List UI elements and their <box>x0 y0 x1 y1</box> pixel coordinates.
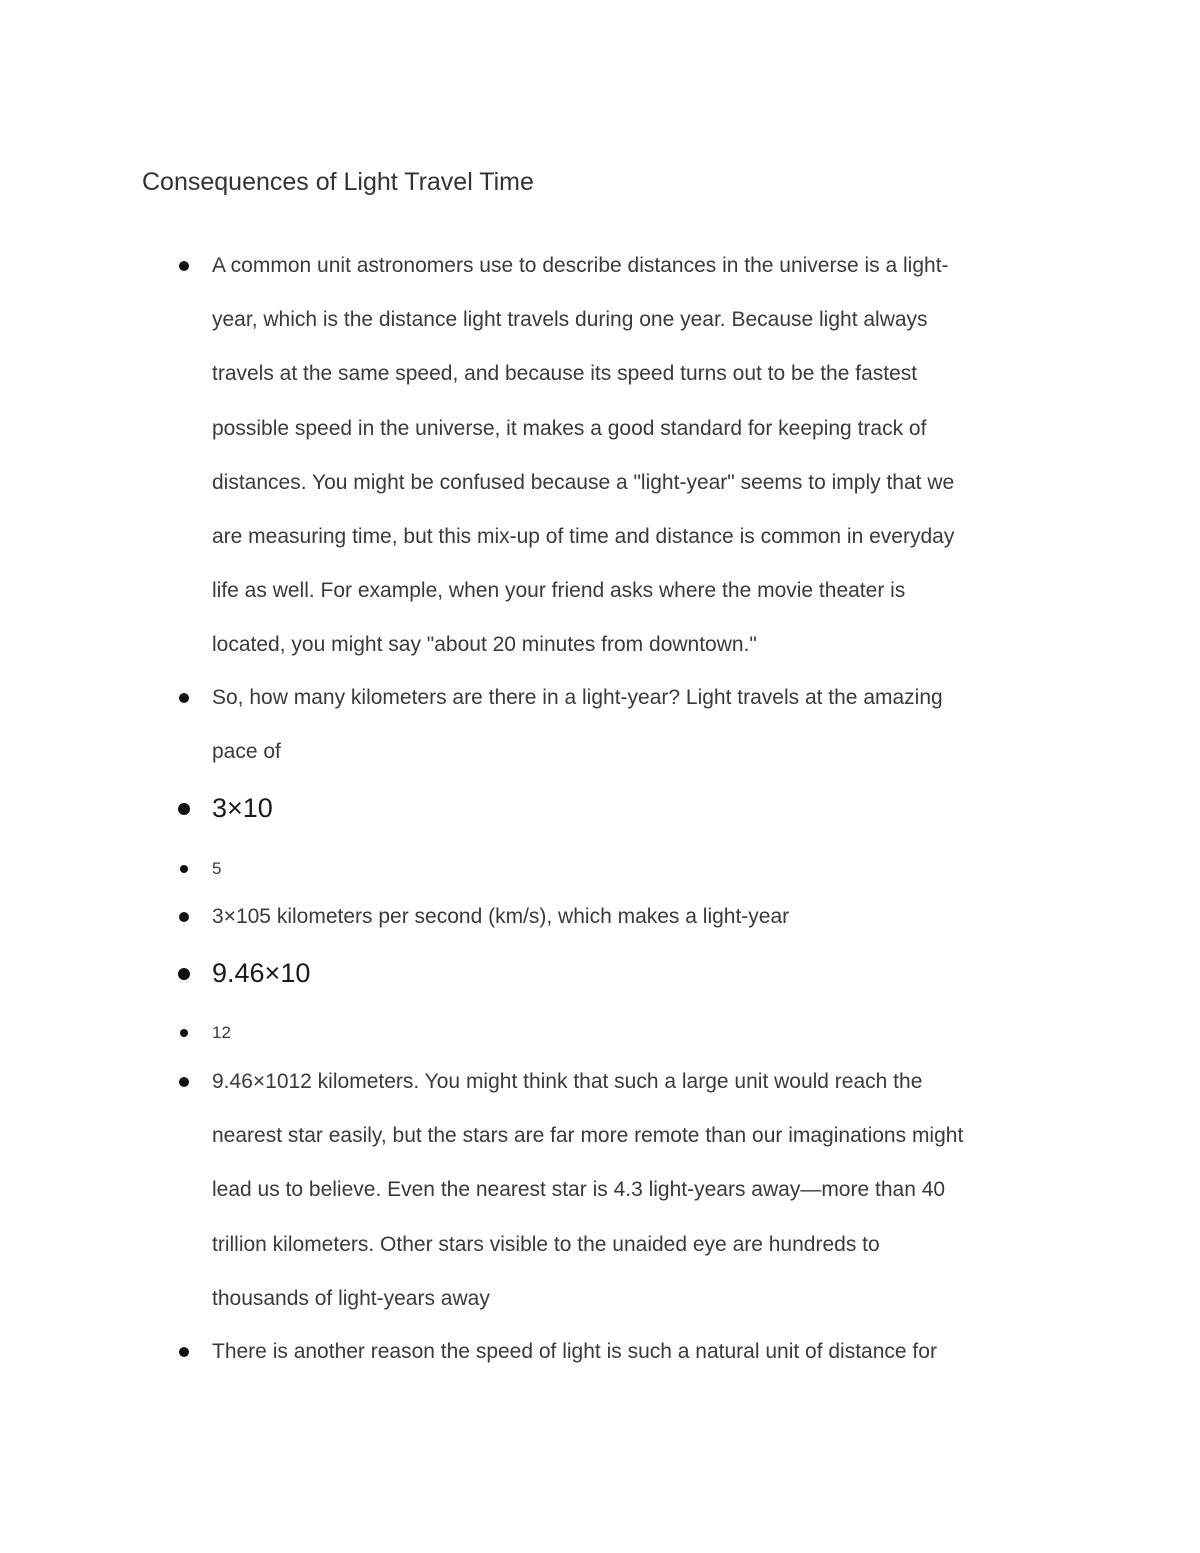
bullet-icon <box>178 968 190 980</box>
list-item <box>212 671 1062 779</box>
text-line: There is another reason the speed of light is such a natural unit of distance for <box>212 1340 937 1363</box>
bullet-icon <box>179 261 189 271</box>
text-line: So, how many kilometers are there in a light-year? Light travels at the amazing <box>212 686 943 709</box>
text-line: possible speed in the universe, it makes a good standard for keeping track of <box>212 416 927 440</box>
text-line: 3×105 kilometers per second (km/s), which makes a light-year <box>212 905 790 928</box>
bullet-icon <box>179 1347 189 1357</box>
list-item <box>212 946 1062 1000</box>
bullet-icon <box>179 693 189 703</box>
text-line: are measuring time, but this mix-up of time and distance is common in everyday <box>212 525 955 549</box>
text-line: year, which is the distance light travels during one year. Because light always <box>212 308 928 332</box>
text-line: nearest star easily, but the stars are far more remote than our imaginations might <box>212 1124 964 1148</box>
text-line: 9.46×10 <box>212 958 311 988</box>
bullet-icon <box>180 1029 188 1037</box>
list-item <box>212 1055 1062 1326</box>
list-item <box>212 842 1062 896</box>
text-line: located, you might say "about 20 minutes from downtown." <box>212 633 757 657</box>
list-item <box>212 239 1062 673</box>
text-line: lead us to believe. Even the nearest star is 4.3 light-years away—more than 40 <box>212 1178 946 1202</box>
text-line: pace of <box>212 740 281 764</box>
text-line: travels at the same speed, and because its speed turns out to be the fastest <box>212 362 918 386</box>
text-line: 3×10 <box>212 793 273 823</box>
text-line: trillion kilometers. Other stars visible to the unaided eye are hundreds to <box>212 1232 880 1256</box>
page-title: Consequences of Light Travel Time <box>142 168 534 196</box>
text-line: life as well. For example, when your friend asks where the movie theater is <box>212 579 906 603</box>
list-item <box>212 781 1062 835</box>
text-line: 5 <box>212 859 222 878</box>
list-item <box>212 890 1062 944</box>
text-line: thousands of light-years away <box>212 1286 490 1310</box>
text-line: 9.46×1012 kilometers. You might think that such a large unit would reach the <box>212 1070 923 1093</box>
list-item <box>212 1325 1062 1379</box>
list-item <box>212 1006 1062 1060</box>
bullet-icon <box>180 865 188 873</box>
bullet-icon <box>179 1077 189 1087</box>
text-line: distances. You might be confused because a "light-year" seems to imply that we <box>212 470 955 494</box>
text-line: 12 <box>212 1023 231 1042</box>
bullet-icon <box>179 912 189 922</box>
text-line: A common unit astronomers use to describe distances in the universe is a light- <box>212 254 949 277</box>
bullet-icon <box>178 803 190 815</box>
